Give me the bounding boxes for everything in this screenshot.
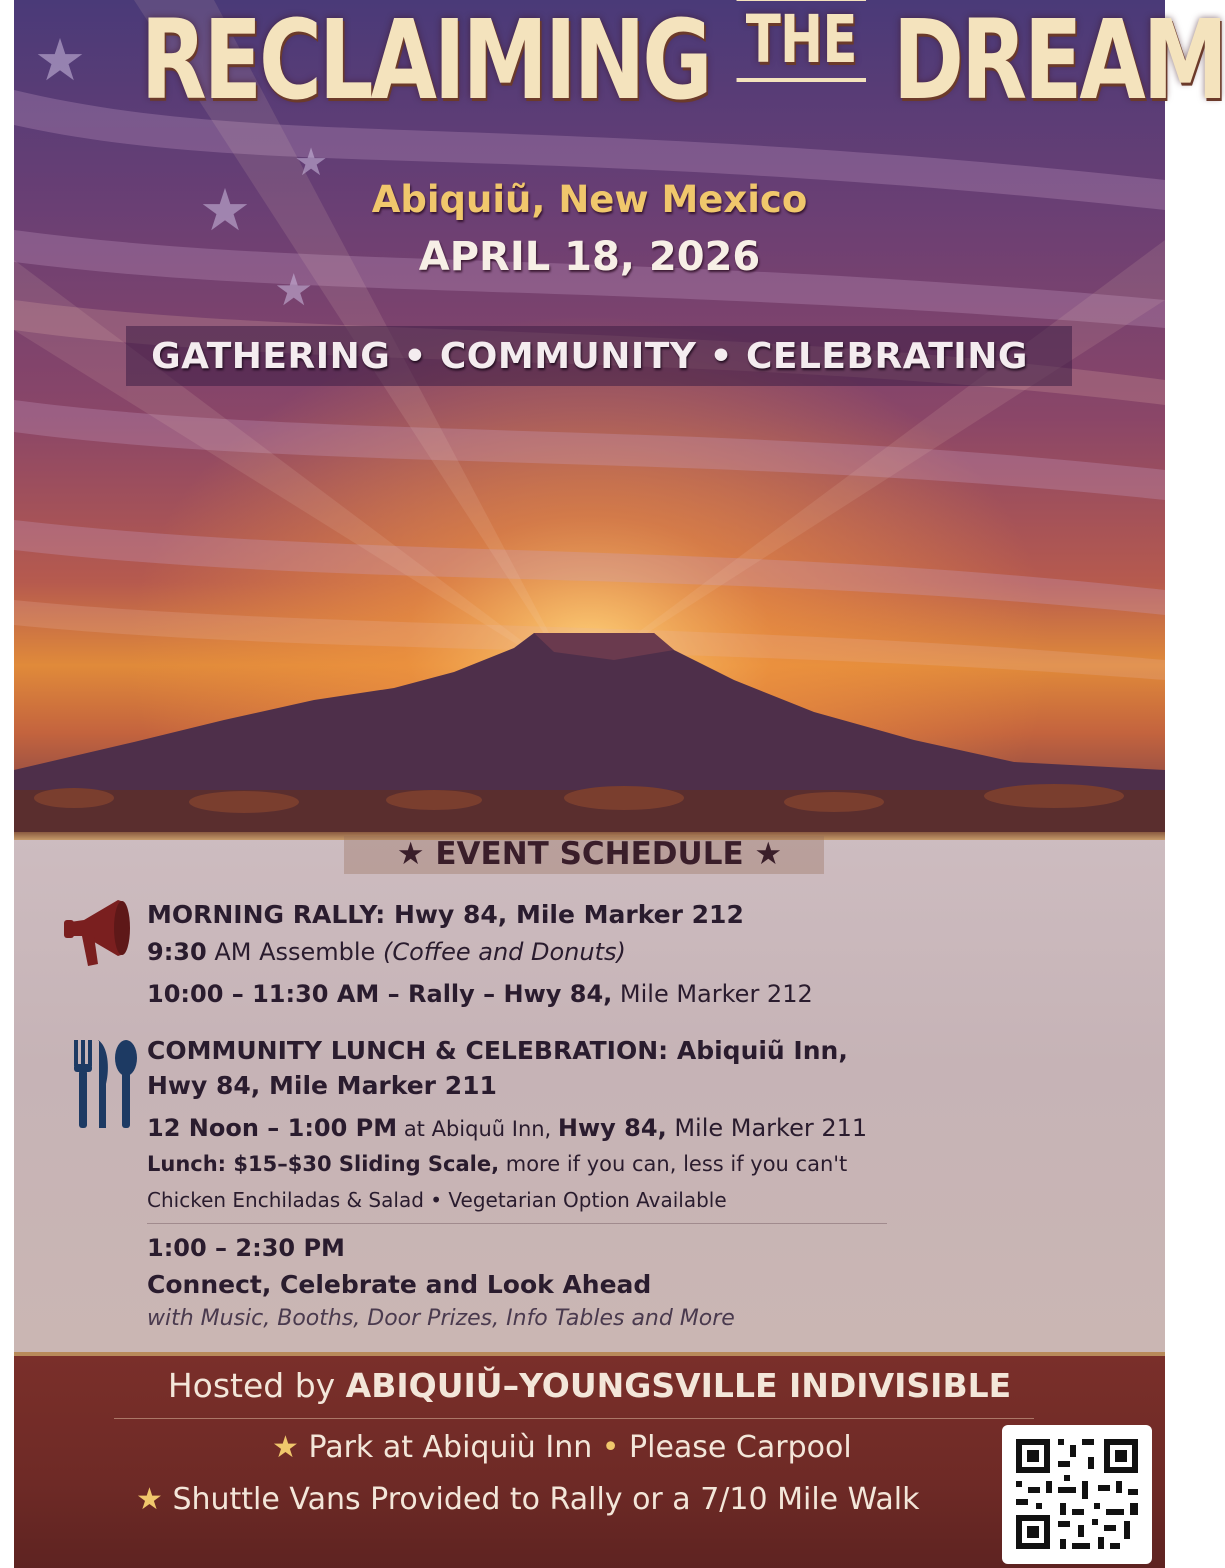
svg-text:★: ★ <box>274 265 314 316</box>
hosted-by-line <box>14 1366 1165 1405</box>
event-location: Abiquiũ, New Mexico <box>371 178 808 221</box>
svg-text:★: ★ <box>34 26 86 94</box>
afternoon-time: 1:00 – 2:30 PM <box>147 1234 345 1262</box>
lunch-hwy: Hwy 84, <box>557 1114 667 1142</box>
footer-rule <box>114 1418 1034 1419</box>
hosted-prefix: Hosted by <box>167 1366 346 1405</box>
shuttle-info: Shuttle Vans Provided to Rally or a 7/10 Mile Walk <box>172 1482 920 1517</box>
poster-footer <box>14 1352 1165 1568</box>
title-part1: RECLAIMING <box>140 0 710 124</box>
event-poster <box>14 0 1225 1564</box>
morning-assemble-line <box>147 938 626 966</box>
assemble-label: AM Assemble <box>206 938 383 966</box>
sunset-mesa-illustration <box>14 0 1165 832</box>
star-icon: ★ <box>136 1482 163 1517</box>
svg-text:★: ★ <box>199 176 251 244</box>
title-the: THE <box>736 0 866 82</box>
star-icon: ★ <box>272 1430 299 1465</box>
lunch-marker: Mile Marker 211 <box>666 1114 868 1142</box>
event-date: APRIL 18, 2026 <box>418 234 761 280</box>
poster-title <box>140 0 1225 124</box>
morning-rally-heading: MORNING RALLY: Hwy 84, Mile Marker 212 <box>147 900 744 929</box>
parking-line <box>272 1430 852 1465</box>
afternoon-heading: Connect, Celebrate and Look Ahead <box>147 1270 652 1299</box>
hero-artwork <box>14 0 1225 832</box>
lunch-at: at Abiquũ Inn, <box>397 1117 558 1141</box>
qr-code[interactable] <box>1002 1425 1152 1564</box>
lunch-heading-line2: Hwy 84, Mile Marker 211 <box>147 1071 497 1100</box>
assemble-time: 9:30 <box>147 938 207 966</box>
event-tagline: GATHERING • COMMUNITY • CELEBRATING <box>151 336 1028 377</box>
qr-code-graphic <box>1002 1425 1152 1564</box>
bullet-icon: • <box>601 1430 620 1465</box>
lunch-heading-line1: COMMUNITY LUNCH & CELEBRATION: Abiquiũ Inn, <box>147 1036 848 1065</box>
title-part2: DREAM <box>892 0 1225 124</box>
lunch-price: Lunch: $15–$30 Sliding Scale, <box>147 1152 500 1176</box>
rally-location: Mile Marker 212 <box>612 980 813 1008</box>
schedule-header: ★ EVENT SCHEDULE ★ <box>396 836 783 872</box>
carpool-info: Please Carpool <box>629 1430 852 1465</box>
schedule-divider <box>147 1223 887 1224</box>
assemble-note: (Coffee and Donuts) <box>382 938 626 966</box>
utensils-icon <box>72 1038 138 1130</box>
megaphone-icon <box>62 892 134 970</box>
svg-text:★: ★ <box>294 140 329 184</box>
lunch-menu: Chicken Enchiladas & Salad • Vegetarian Option Available <box>147 1188 727 1212</box>
event-schedule-section <box>14 832 1165 1352</box>
afternoon-detail: with Music, Booths, Door Prizes, Info Tables and More <box>147 1306 735 1331</box>
rally-time: 10:00 – 11:30 AM – Rally – Hwy 84, <box>147 980 613 1008</box>
shuttle-line <box>136 1482 920 1517</box>
lunch-time: 12 Noon – 1:00 PM <box>147 1114 398 1142</box>
parking-info: Park at Abiquiù Inn <box>308 1430 593 1465</box>
lunch-price-note: more if you can, less if you can't <box>499 1152 848 1176</box>
lunch-time-line <box>147 1114 867 1142</box>
host-organization: ABIQUIŬ–YOUNGSVILLE INDIVISIBLE <box>345 1366 1012 1405</box>
lunch-price-line <box>147 1152 847 1176</box>
morning-rally-line <box>147 980 813 1008</box>
